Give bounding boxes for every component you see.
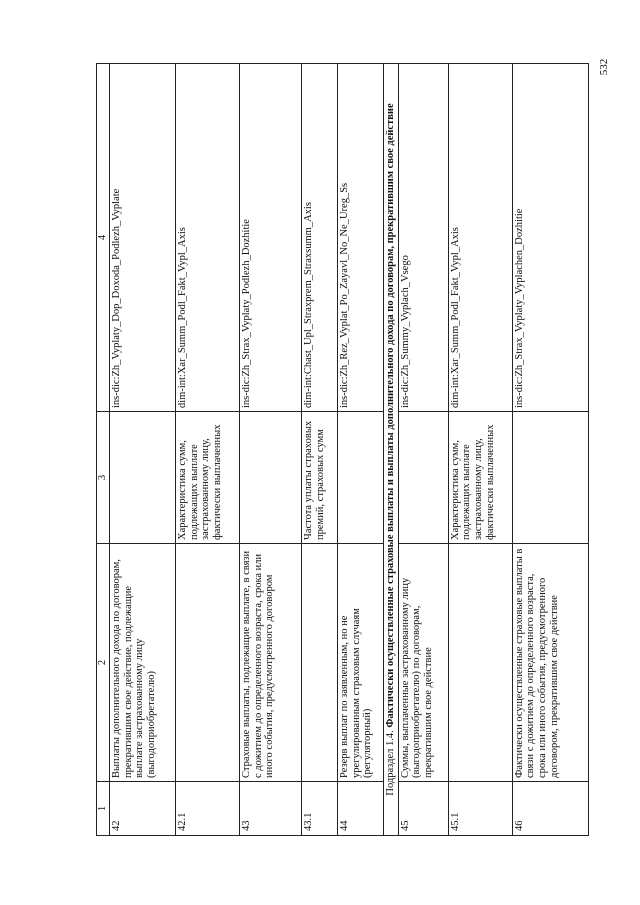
row-number: 46 [512, 782, 588, 836]
row-number: 42 [109, 782, 175, 836]
row-number: 43.1 [301, 782, 337, 836]
row-number: 42.1 [175, 782, 239, 836]
rotated-page-content [96, 64, 608, 836]
row-characteristic [239, 412, 301, 544]
table-row [239, 64, 301, 836]
row-name: Фактически осуществленные страховые выплаты в связи с дожитием до определенного возраста, срока или иного события, предусмотренного договором, прекратившим свое действие [512, 544, 588, 782]
row-code: ins-dic:Zh_Vyplaty_Dop_Doxoda_Podlezh_Vyplate [109, 64, 175, 412]
row-name: Выплаты дополнительного дохода по договорам, прекратившим свое действие, подлежащие выплате застрахованному лицу (выгодоприобретателю) [109, 544, 175, 782]
row-characteristic: Частота уплаты страховых премий, страховых сумм [301, 412, 337, 544]
row-name [175, 544, 239, 782]
row-characteristic [337, 412, 383, 544]
row-characteristic [512, 412, 588, 544]
row-number: 44 [337, 782, 383, 836]
row-number: 43 [239, 782, 301, 836]
table-row [448, 64, 512, 836]
table-header-row [97, 64, 110, 836]
row-characteristic: Характеристика сумм, подлежащих выплате застрахованному лицу, фактически выплаченных [175, 412, 239, 544]
table-row [301, 64, 337, 836]
table-row [512, 64, 588, 836]
table-row [398, 64, 448, 836]
table-row [175, 64, 239, 836]
row-name: Суммы, выплаченные застрахованному лицу (выгодоприобретателю) по договорам, прекратившим свое действие [398, 544, 448, 782]
row-code: dim-int:Xar_Summ_Podl_Fakt_Vypl_Axis [175, 64, 239, 412]
row-number: 45.1 [448, 782, 512, 836]
row-code: ins-dic:Zh_Summy_Vyplach_Vsego [398, 64, 448, 412]
column-header-4: 4 [97, 64, 110, 412]
column-header-2: 2 [97, 544, 110, 782]
row-code: ins-dic:Zh_Strax_Vyplaty_Podlezh_Dozhitie [239, 64, 301, 412]
page-number: 532 [598, 58, 610, 76]
row-name: Резерв выплат по заявленным, но не урегулированным страховым случаям (регуляторный) [337, 544, 383, 782]
row-code: ins-dic:Zh_Rez_Vyplat_Po_Zayavl_No_Ne_Ureg_Ss [337, 64, 383, 412]
column-header-1: 1 [97, 782, 110, 836]
section-heading [383, 64, 398, 836]
row-code: dim-int:Xar_Summ_Podl_Fakt_Vypl_Axis [448, 64, 512, 412]
table-row [337, 64, 383, 836]
section-prefix: Подраздел 1.4. [384, 730, 396, 796]
row-characteristic [109, 412, 175, 544]
classifier-table [96, 63, 589, 836]
row-code: dim-int:Chast_Upl_Straxprem_Straxsumm_Axis [301, 64, 337, 412]
row-characteristic: Характеристика сумм, подлежащих выплате застрахованному лицу, фактически выплаченных [448, 412, 512, 544]
row-number: 45 [398, 782, 448, 836]
section-title: Фактически осуществленные страховые выплаты и выплаты дополнительного дохода по договорам, прекратившим свое действие [384, 103, 396, 728]
section-heading-row [383, 64, 398, 836]
row-name [448, 544, 512, 782]
column-header-3: 3 [97, 412, 110, 544]
row-characteristic [398, 412, 448, 544]
table-row [109, 64, 175, 836]
row-name [301, 544, 337, 782]
row-name: Страховые выплаты, подлежащие выплате, в связи с дожитием до определенного возраста, срока или иного события, предусмотренного договором [239, 544, 301, 782]
row-code: ins-dic:Zh_Strax_Vyplaty_Vyplachen_Dozhitie [512, 64, 588, 412]
